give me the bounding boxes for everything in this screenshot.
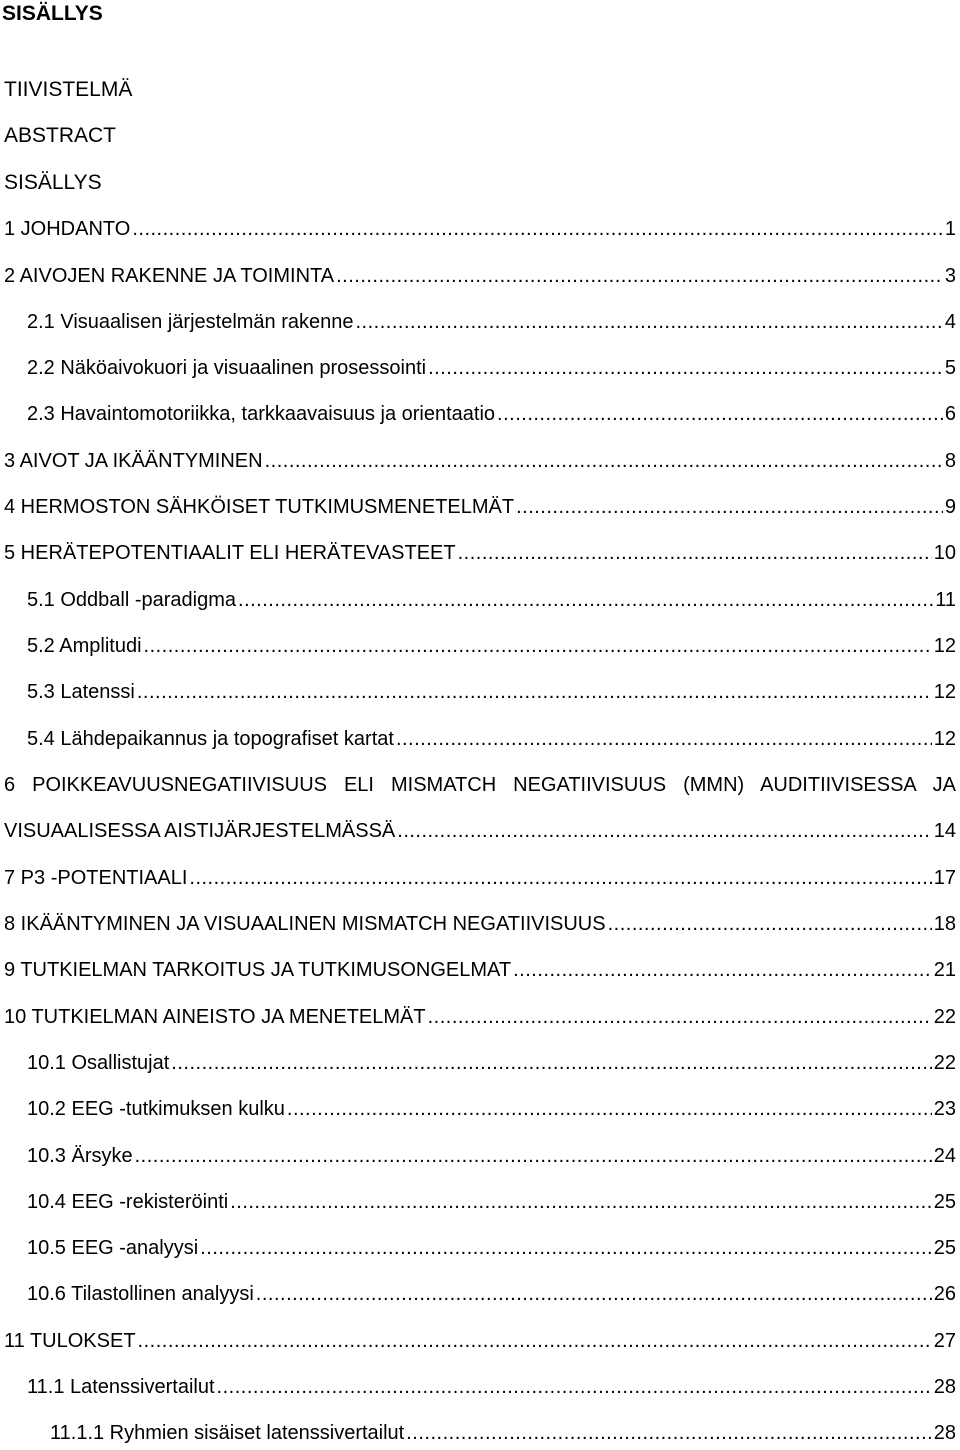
toc-entry-label: 3 AIVOT JA IKÄÄNTYMINEN	[4, 450, 263, 472]
toc-entry-label: 10.6 Tilastollinen analyysi	[27, 1283, 254, 1305]
toc-entry-label: 11.1 Latenssivertailut	[27, 1376, 215, 1398]
toc-entry-page: 10	[933, 542, 956, 564]
toc-entry-page: 12	[933, 635, 956, 657]
dot-leader	[397, 818, 931, 844]
toc-entry[interactable]	[4, 911, 956, 937]
toc-entry-page: 6	[944, 403, 956, 425]
front-item-abstract: ABSTRACT	[4, 124, 117, 147]
toc-entry-page: 8	[944, 450, 956, 472]
toc-entry-label: 10.1 Osallistujat	[27, 1052, 170, 1074]
dot-leader	[189, 865, 931, 891]
toc-entry-label: 7 P3 -POTENTIAALI	[4, 867, 188, 889]
dot-leader	[356, 309, 943, 335]
toc-entry[interactable]	[27, 309, 956, 335]
dot-leader	[238, 587, 933, 613]
toc-entry[interactable]	[4, 540, 956, 566]
toc-entry[interactable]	[4, 1328, 956, 1354]
dot-leader	[513, 957, 932, 983]
toc-entry[interactable]	[27, 1096, 956, 1122]
toc-entry-label: 10 TUTKIELMAN AINEISTO JA MENETELMÄT	[4, 1006, 426, 1028]
toc-entry-label: 10.2 EEG -tutkimuksen kulku	[27, 1098, 285, 1120]
toc-entry-page: 12	[933, 681, 956, 703]
dot-leader	[516, 494, 943, 520]
toc-entry-page: 25	[933, 1237, 956, 1259]
toc-entry-label: 9 TUTKIELMAN TARKOITUS JA TUTKIMUSONGELMAT	[4, 959, 512, 981]
toc-entry-label: 2.3 Havaintomotoriikka, tarkkaavaisuus ja orientaatio	[27, 403, 496, 425]
toc-entry-page: 4	[944, 311, 956, 333]
toc-entry-page: 12	[933, 728, 956, 750]
toc-entry[interactable]	[4, 1004, 956, 1030]
toc-entry[interactable]	[27, 401, 956, 427]
dot-leader	[256, 1281, 932, 1307]
dot-leader	[132, 216, 943, 242]
toc-entry-label: 8 IKÄÄNTYMINEN JA VISUAALINEN MISMATCH NEGATIIVISUUS	[4, 913, 606, 935]
toc-entry-page: 27	[933, 1330, 956, 1352]
toc-entry-label: 10.3 Ärsyke	[27, 1145, 133, 1167]
dot-leader	[138, 1328, 932, 1354]
toc-entry-label: 5.2 Amplitudi	[27, 635, 142, 657]
toc-entry[interactable]	[4, 818, 956, 844]
toc-entry-label: 5.1 Oddball -paradigma	[27, 589, 237, 611]
toc-entry-page: 3	[944, 265, 956, 287]
toc-entry-page: 17	[933, 867, 956, 889]
toc-entry-page: 5	[944, 357, 956, 379]
toc-entry[interactable]	[27, 633, 956, 659]
toc-entry[interactable]	[27, 726, 956, 752]
toc-entry-label: 5.3 Latenssi	[27, 681, 135, 703]
toc-entry-wrapped-line[interactable]: 6 POIKKEAVUUSNEGATIIVISUUS ELI MISMATCH NEGATIIVISUUS (MMN) AUDITIIVISESSA JA	[4, 774, 956, 796]
toc-entry-label: VISUAALISESSA AISTIJÄRJESTELMÄSSÄ	[4, 820, 396, 842]
toc-entry[interactable]	[4, 216, 956, 242]
toc-entry[interactable]	[27, 1281, 956, 1307]
toc-entry[interactable]	[4, 263, 956, 289]
toc-entry[interactable]	[27, 587, 956, 613]
toc-entry[interactable]	[27, 679, 956, 705]
toc-entry-page: 28	[933, 1422, 956, 1444]
toc-entry-page: 28	[933, 1376, 956, 1398]
front-item-contents: SISÄLLYS	[4, 171, 102, 194]
toc-entry-page: 14	[933, 820, 956, 842]
toc-entry[interactable]	[50, 1420, 956, 1446]
toc-entry-page: 11	[935, 589, 956, 611]
toc-entry-page: 24	[933, 1145, 956, 1167]
dot-leader	[458, 540, 932, 566]
dot-leader	[144, 633, 932, 659]
toc-entry[interactable]	[4, 865, 956, 891]
front-item-abstract-fi: TIIVISTELMÄ	[4, 78, 133, 101]
toc-entry-page: 26	[933, 1283, 956, 1305]
toc-entry-label: 5.4 Lähdepaikannus ja topografiset kartat	[27, 728, 394, 750]
toc-entry[interactable]	[27, 1235, 956, 1261]
dot-leader	[137, 679, 932, 705]
page-title: SISÄLLYS	[2, 2, 103, 25]
dot-leader	[497, 401, 943, 427]
toc-entry[interactable]	[4, 957, 956, 983]
toc-entry-label: 11 TULOKSET	[4, 1330, 136, 1352]
toc-entry-page: 22	[933, 1006, 956, 1028]
toc-entry-label: 2.2 Näköaivokuori ja visuaalinen prosessointi	[27, 357, 427, 379]
toc-entry-page: 25	[933, 1191, 956, 1213]
toc-entry[interactable]	[27, 1189, 956, 1215]
dot-leader	[200, 1235, 932, 1261]
toc-entry-label: 5 HERÄTEPOTENTIAALIT ELI HERÄTEVASTEET	[4, 542, 456, 564]
toc-entry-page: 18	[933, 913, 956, 935]
toc-entry[interactable]	[27, 1050, 956, 1076]
dot-leader	[428, 355, 943, 381]
toc-entry-label: 2.1 Visuaalisen järjestelmän rakenne	[27, 311, 354, 333]
toc-entry-page: 23	[933, 1098, 956, 1120]
toc-entry[interactable]	[4, 448, 956, 474]
toc-entry-page: 9	[944, 496, 956, 518]
toc-entry-label: 11.1.1 Ryhmien sisäiset latenssivertailut	[50, 1422, 405, 1444]
dot-leader	[230, 1189, 932, 1215]
toc-entry-label: 10.4 EEG -rekisteröinti	[27, 1191, 229, 1213]
dot-leader	[135, 1143, 932, 1169]
dot-leader	[287, 1096, 932, 1122]
toc-entry-label: 1 JOHDANTO	[4, 218, 131, 240]
toc-entry-page: 22	[933, 1052, 956, 1074]
dot-leader	[336, 263, 943, 289]
toc-entry-label: 10.5 EEG -analyysi	[27, 1237, 199, 1259]
toc-entry[interactable]	[27, 1374, 956, 1400]
toc-entry[interactable]	[27, 355, 956, 381]
dot-leader	[171, 1050, 931, 1076]
toc-entry-label: 2 AIVOJEN RAKENNE JA TOIMINTA	[4, 265, 335, 287]
toc-entry-page: 21	[933, 959, 956, 981]
toc-entry[interactable]	[27, 1143, 956, 1169]
dot-leader	[217, 1374, 932, 1400]
dot-leader	[396, 726, 932, 752]
dot-leader	[406, 1420, 932, 1446]
toc-entry-label: 4 HERMOSTON SÄHKÖISET TUTKIMUSMENETELMÄT	[4, 496, 515, 518]
dot-leader	[265, 448, 943, 474]
toc-entry[interactable]	[4, 494, 956, 520]
dot-leader	[608, 911, 932, 937]
toc-entry-page: 1	[944, 218, 956, 240]
dot-leader	[428, 1004, 932, 1030]
